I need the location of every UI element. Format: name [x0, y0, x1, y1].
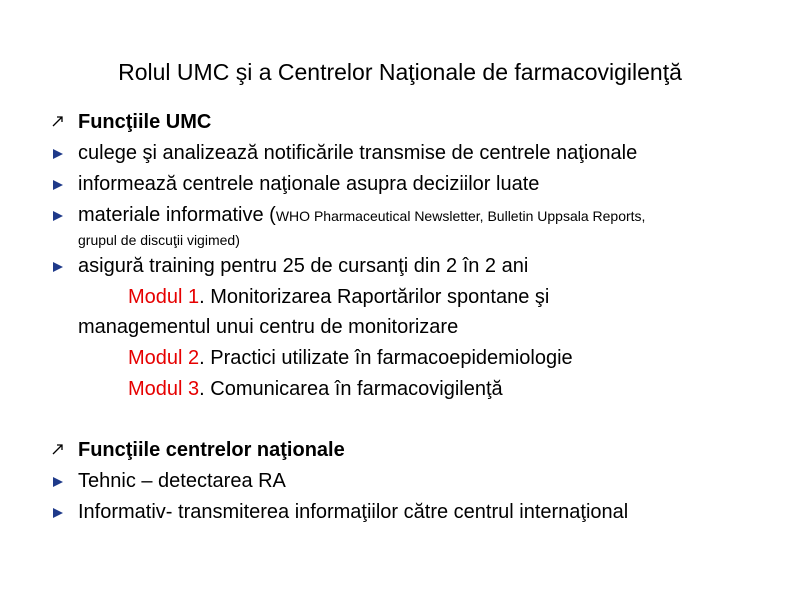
slide-title: Rolul UMC şi a Centrelor Naţionale de farmacovigilenţă: [118, 59, 682, 85]
module-line-1-continuation: managementul unui centru de monitorizare: [78, 316, 459, 338]
section-heading-umc: Funcţiile UMC: [78, 111, 212, 133]
list-item: [78, 202, 645, 229]
triangle-right-icon: [50, 259, 66, 275]
triangle-right-icon: [50, 505, 66, 521]
module-label: Modul 3: [128, 378, 200, 400]
list-item: culege şi analizează notificările transmise de centrele naţionale: [78, 142, 638, 164]
list-item: asigură training pentru 25 de cursanţi din 2 în 2 ani: [78, 255, 529, 277]
triangle-right-icon: [50, 474, 66, 490]
module-text: . Monitorizarea Raportărilor spontane şi: [199, 286, 550, 308]
module-line-1: [128, 284, 549, 310]
module-line-2: [128, 345, 573, 371]
section-heading-national-centers: Funcţiile centrelor naţionale: [78, 439, 345, 461]
module-label: Modul 2: [128, 347, 200, 369]
module-line-3: [128, 376, 503, 402]
list-item-text: materiale informative (: [78, 204, 276, 226]
list-item: Tehnic – detectarea RA: [78, 470, 286, 492]
module-text: . Comunicarea în farmacovigilenţă: [199, 378, 503, 400]
triangle-right-icon: [50, 146, 66, 162]
module-label: Modul 1: [128, 286, 200, 308]
list-item: informează centrele naţionale asupra deciziilor luate: [78, 173, 540, 195]
triangle-right-icon: [50, 208, 66, 224]
triangle-right-icon: [50, 177, 66, 193]
list-item: Informativ- transmiterea informaţiilor către centrul internaţional: [78, 501, 629, 523]
list-item-note-continuation: grupul de discuţii vigimed): [78, 232, 240, 248]
arrow-up-right-icon: [50, 441, 66, 457]
list-item-note: WHO Pharmaceutical Newsletter, Bulletin Uppsala Reports,: [275, 208, 646, 224]
arrow-up-right-icon: [50, 113, 66, 129]
module-text: . Practici utilizate în farmacoepidemiologie: [199, 347, 573, 369]
